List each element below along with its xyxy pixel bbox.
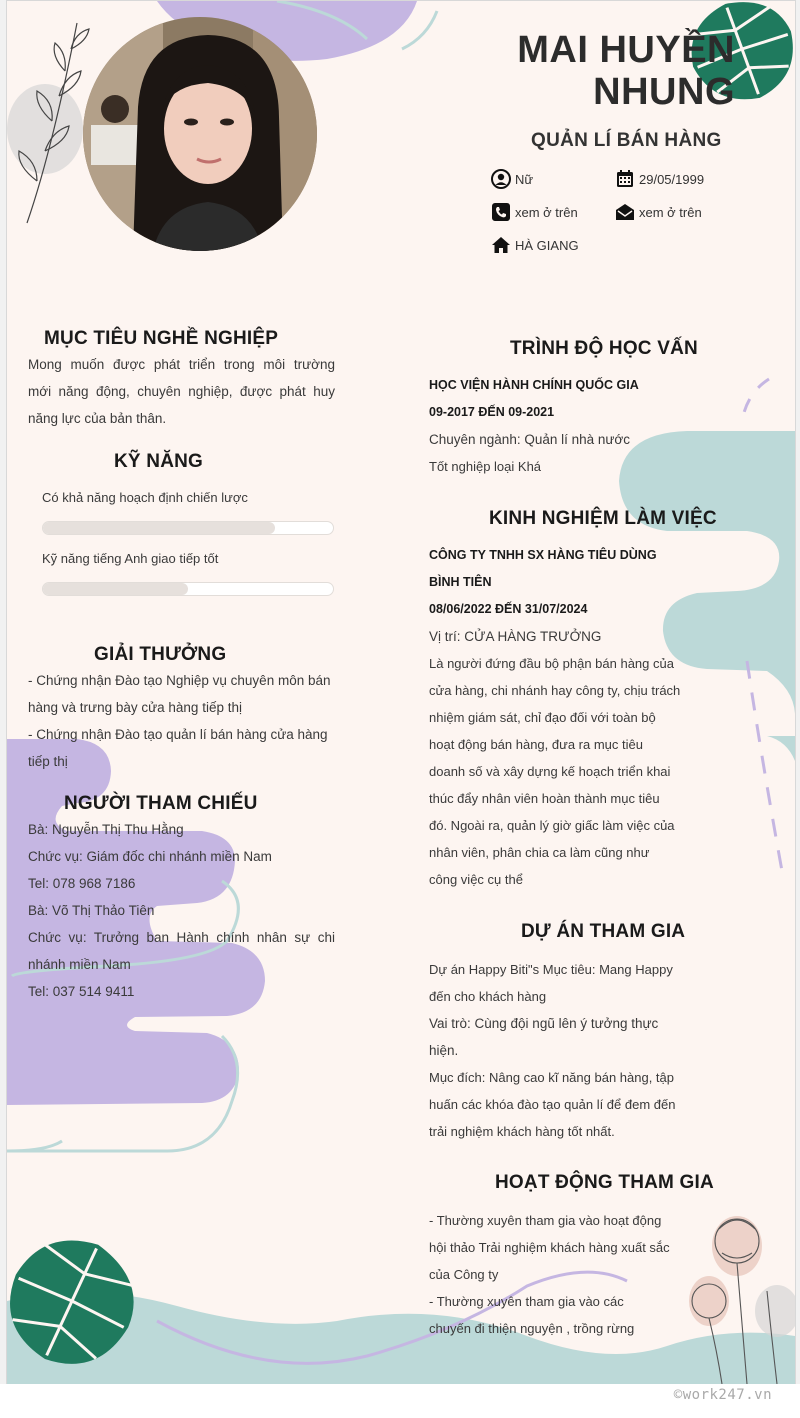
- activity-line: hội thảo Trải nghiệm khách hàng xuất sắc: [429, 1240, 670, 1255]
- skills-heading: KỸ NĂNG: [114, 451, 204, 472]
- experience-position: Vị trí: CỬA HÀNG TRƯỞNG: [429, 629, 602, 644]
- experience-line: doanh số và xây dựng kế hoạch triển khai: [429, 764, 671, 779]
- objective-text: [28, 351, 335, 432]
- full-name: [517, 29, 735, 113]
- reference-line: Bà: Nguyễn Thị Thu Hằng: [28, 822, 184, 837]
- education-period: 09-2017 ĐẾN 09-2021: [429, 405, 555, 419]
- experience-line: nhiệm giám sát, chỉ đạo đối với toàn bộ: [429, 710, 656, 725]
- birthday-value: 29/05/1999: [639, 171, 705, 187]
- project-line: hiện.: [429, 1043, 459, 1058]
- reference-line: Tel: 078 968 7186: [28, 876, 136, 891]
- skill-bar-fill: [43, 583, 188, 595]
- project-line: Vai trò: Cùng đội ngũ lên ý tưởng thực: [429, 1016, 659, 1031]
- calendar-icon: [615, 169, 635, 189]
- avatar: [83, 17, 317, 251]
- objective-line: năng lực của bản thân.: [28, 411, 167, 426]
- company-name-line: BÌNH TIÊN: [429, 575, 492, 589]
- reference-line: Tel: 037 514 9411: [28, 984, 135, 999]
- address-value: HÀ GIANG: [515, 237, 579, 253]
- home-icon: [491, 235, 511, 255]
- profile-photo: [83, 17, 317, 251]
- school-name: HỌC VIỆN HÀNH CHÍNH QUỐC GIA: [429, 378, 639, 392]
- gender-value: Nữ: [515, 171, 534, 187]
- reference-line: Chức vụ: Trưởng ban Hành chính nhân sự chi: [28, 930, 335, 945]
- education-result: Tốt nghiệp loại Khá: [429, 459, 542, 474]
- phone-value: xem ở trên: [515, 204, 578, 220]
- skill-label: Kỹ năng tiếng Anh giao tiếp tốt: [42, 551, 219, 566]
- address-info: [491, 235, 579, 255]
- email-value: xem ở trên: [639, 204, 702, 220]
- award-line: tiếp thị: [28, 754, 68, 769]
- projects-heading: DỰ ÁN THAM GIA: [521, 921, 686, 942]
- activity-line: - Thường xuyên tham gia vào hoạt động: [429, 1213, 662, 1228]
- experience-line: Là người đứng đầu bộ phận bán hàng của: [429, 656, 674, 671]
- award-line: - Chứng nhận Đào tạo Nghiệp vụ chuyên môn bán: [28, 673, 331, 688]
- project-line: Dự án Happy Biti"s Mục tiêu: Mang Happy: [429, 962, 673, 977]
- experience-line: cửa hàng, chi nhánh hay công ty, chịu trách: [429, 683, 681, 698]
- birthday-info: [615, 169, 704, 189]
- email-info: [615, 202, 702, 222]
- awards-text: [28, 667, 338, 775]
- phone-icon: [491, 202, 511, 222]
- education-major: Chuyên ngành: Quản lí nhà nước: [429, 432, 631, 447]
- activities-text: [429, 1207, 729, 1342]
- skill-bar: [42, 521, 334, 535]
- gender-info: [491, 169, 533, 189]
- experience-line: công việc cụ thể: [429, 872, 523, 887]
- objective-heading: MỤC TIÊU NGHỀ NGHIỆP: [44, 328, 279, 349]
- name-line-1: MAI HUYỀN: [517, 29, 735, 71]
- watermark: ©work247.vn: [673, 1387, 772, 1403]
- name-line-2: NHUNG: [593, 71, 735, 113]
- experience-line: hoạt động bán hàng, đưa ra mục tiêu: [429, 737, 643, 752]
- activity-line: - Thường xuyên tham gia vào các: [429, 1294, 624, 1309]
- education-text: [429, 372, 729, 480]
- project-line: Mục đích: Nâng cao kĩ năng bán hàng, tập: [429, 1070, 675, 1085]
- reference-line: nhánh miền Nam: [28, 957, 131, 972]
- objective-line: Mong muốn được phát triển trong môi trường: [28, 357, 335, 372]
- activities-heading: HOẠT ĐỘNG THAM GIA: [495, 1172, 714, 1193]
- activity-line: của Công ty: [429, 1267, 499, 1282]
- reference-line: Chức vụ: Giám đốc chi nhánh miền Nam: [28, 849, 272, 864]
- references-text: [28, 816, 335, 1005]
- awards-heading: GIẢI THƯỞNG: [94, 644, 227, 665]
- experience-text: [429, 542, 729, 893]
- skill-label: Có khả năng hoạch định chiến lược: [42, 490, 248, 505]
- skill-bar: [42, 582, 334, 596]
- envelope-open-icon: [615, 202, 635, 222]
- award-line: hàng và trưng bày cửa hàng tiếp thị: [28, 700, 242, 715]
- project-line: huấn các khóa đào tạo quản lí để đem đến: [429, 1097, 676, 1112]
- experience-line: thúc đẩy nhân viên hoàn thành mục tiêu: [429, 791, 660, 806]
- references-heading: NGƯỜI THAM CHIẾU: [64, 793, 258, 814]
- award-line: - Chứng nhận Đào tạo quản lí bán hàng cửa hàng: [28, 727, 328, 742]
- project-line: đến cho khách hàng: [429, 989, 547, 1004]
- education-heading: TRÌNH ĐỘ HỌC VẤN: [510, 338, 698, 359]
- project-line: trải nghiệm khách hàng tốt nhất.: [429, 1124, 615, 1139]
- objective-line: mới năng động, chuyên nghiệp, được phát huy: [28, 384, 335, 399]
- job-title: QUẢN LÍ BÁN HÀNG: [531, 130, 722, 151]
- phone-info: [491, 202, 578, 222]
- skill-bar-fill: [43, 522, 275, 534]
- experience-line: đó. Ngoài ra, quản lý giờ giấc làm việc của: [429, 818, 675, 833]
- cv-page: [6, 0, 796, 1385]
- projects-text: [429, 956, 729, 1145]
- company-name-line: CÔNG TY TNHH SX HÀNG TIÊU DÙNG: [429, 548, 657, 562]
- activity-line: chuyến đi thiện nguyện , trồng rừng: [429, 1321, 635, 1336]
- reference-line: Bà: Võ Thị Thảo Tiên: [28, 903, 155, 918]
- experience-line: nhân viên, phân chia ca làm cũng như: [429, 845, 650, 860]
- user-icon: [491, 169, 511, 189]
- experience-heading: KINH NGHIỆM LÀM VIỆC: [489, 508, 717, 529]
- experience-period: 08/06/2022 ĐẾN 31/07/2024: [429, 602, 588, 616]
